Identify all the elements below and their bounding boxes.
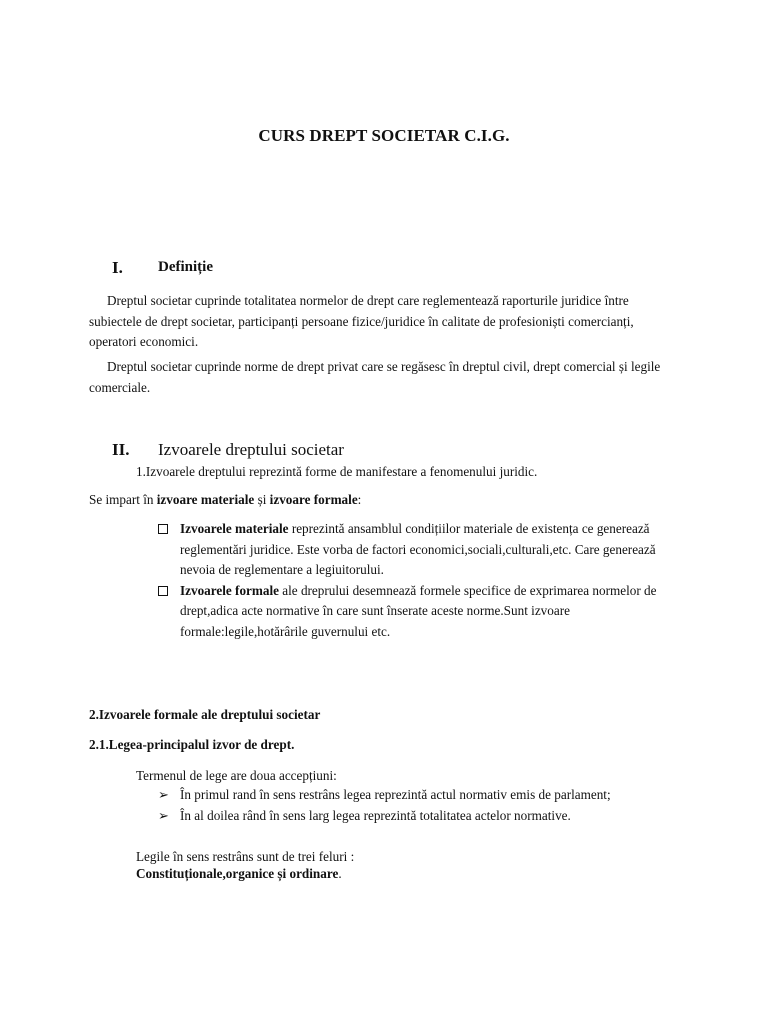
laws-intro: Legile în sens restrâns sunt de trei feluri : [136,849,355,864]
sources-bullet-list [158,519,678,642]
laws-end: . [338,866,342,881]
section-1-paragraph-2: Dreptul societar cuprinde norme de drept privat care se regăsesc în dreptul civil, drept comercial și legile comerciale. [89,359,661,395]
split-bold-material: izvoare materiale [156,492,255,507]
bullet-text: reprezintă ansamblul condițiilor materiale de existența ce generează reglementări juridice. Este vorba de factori economici,sociali,culturali,etc. Care generează nevoia de reglementare a legiuitorului. [180,521,656,577]
arrow-bullet-icon: ➢ [158,787,170,802]
section-1-paragraph-1: Dreptul societar cuprinde totalitatea normelor de drept care reglementează raporturile juridice între subiectele de drept societar, participanți persoane fizice/juridice în calitate de profesioniști comercianți, operatori economici. [89,293,634,349]
bullet-bold: Izvoarele materiale [180,521,289,536]
section-2-split-line [89,490,361,510]
section-3-subheading: 2.1.Legea-principalul izvor de drept. [89,737,295,752]
split-prefix: Se impart în [89,492,157,507]
arrow-text: În primul rand în sens restrâns legea reprezintă actul normativ emis de parlament; [180,787,611,802]
bullet-text: ale dreprului desemnează formele specifice de exprimarea normelor de drept,adica acte normative în care sunt înserate aceste norme.Sunt izvoare formale:legile,hotărârile guvernului etc. [180,582,657,639]
bullet-item-material [158,519,678,581]
split-bold-formal: izvoare formale [269,492,358,507]
bullet-item-formal [158,581,678,643]
arrow-bullet-icon: ➢ [158,808,170,823]
checkbox-bullet-icon [158,524,168,534]
arrow-item-2 [158,806,571,826]
law-intro: Termenul de lege are doua accepțiuni: [136,768,337,783]
arrow-text: În al doilea rând în sens larg legea reprezintă totalitatea actelor normative. [180,808,571,823]
arrow-item-1 [158,785,611,805]
checkbox-bullet-icon [158,586,168,596]
split-mid: și [254,492,270,507]
section-1-heading: Definiție [158,259,213,275]
split-suffix: : [357,492,362,507]
laws-types-line [136,864,342,884]
bullet-bold: Izvoarele formale [180,582,279,598]
section-2-line-1: 1.Izvoarele dreptului reprezintă forme de manifestare a fenomenului juridic. [136,464,538,479]
document-title: CURS DREPT SOCIETAR C.I.G. [258,126,510,145]
laws-types: Constituționale,organice și ordinare [136,866,339,881]
section-2-number: II. [112,440,130,459]
section-1-number: I. [112,258,123,277]
section-2-heading: Izvoarele dreptului societar [158,440,344,459]
section-3-heading: 2.Izvoarele formale ale dreptului societar [89,707,321,722]
